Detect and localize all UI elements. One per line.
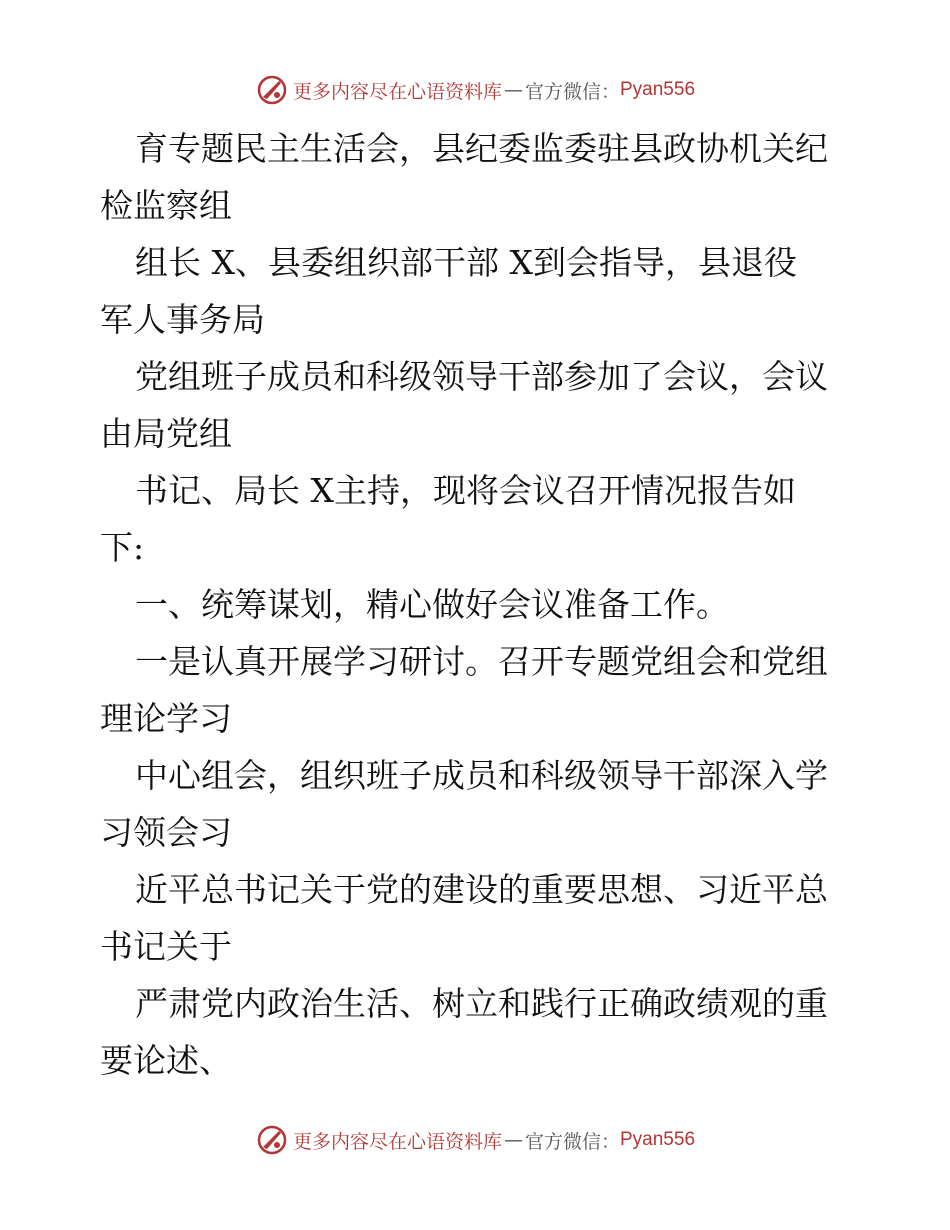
watermark-wechat-label: 官方微信：	[524, 80, 620, 103]
paragraph-line: 组长 X、县委组织部干部 X到会指导，县退役	[135, 243, 797, 282]
paragraph-line: 严肃党内政治生活、树立和践行正确政绩观的重	[135, 984, 828, 1023]
quill-logo-icon	[255, 1123, 289, 1157]
watermark-wechat-id: Pyan556	[620, 79, 696, 100]
document-body	[100, 120, 860, 1089]
paragraph-continuation: 下:	[100, 528, 145, 567]
paragraph-1	[100, 120, 860, 234]
paragraph-continuation: 军人事务局	[100, 300, 265, 339]
paragraph-4	[100, 462, 860, 576]
paragraph-continuation: 习领会习	[100, 813, 232, 852]
paragraph-continuation: 要论述、	[100, 1041, 232, 1080]
watermark-wechat-label: 官方微信：	[524, 1130, 620, 1153]
footer-watermark	[0, 1120, 950, 1160]
paragraph-line: 育专题民主生活会，县纪委监委驻县政协机关纪	[135, 129, 828, 168]
paragraph-8	[100, 861, 860, 975]
section-heading-1	[100, 576, 860, 633]
paragraph-line: 一是认真开展学习研讨。召开专题党组会和党组	[135, 642, 828, 681]
paragraph-line: 党组班子成员和科级领导干部参加了会议，会议	[135, 357, 828, 396]
paragraph-continuation: 理论学习	[100, 699, 232, 738]
watermark-wechat-id: Pyan556	[620, 1129, 696, 1150]
paragraph-line: 近平总书记关于党的建设的重要思想、习近平总	[135, 870, 828, 909]
paragraph-7	[100, 747, 860, 861]
paragraph-9	[100, 975, 860, 1089]
paragraph-6	[100, 633, 860, 747]
watermark-separator: —	[503, 1129, 523, 1151]
watermark-separator: —	[503, 79, 523, 101]
quill-logo-icon	[255, 73, 289, 107]
heading-text: 一、统筹谋划，精心做好会议准备工作。	[135, 585, 729, 624]
watermark-site: 更多内容尽在心语资料库	[292, 1130, 502, 1153]
paragraph-continuation: 书记关于	[100, 927, 232, 966]
paragraph-continuation: 由局党组	[100, 414, 232, 453]
header-watermark	[0, 70, 950, 110]
watermark-site: 更多内容尽在心语资料库	[292, 80, 502, 103]
paragraph-continuation: 检监察组	[100, 186, 232, 225]
paragraph-2	[100, 234, 860, 348]
paragraph-line: 书记、局长 X主持，现将会议召开情况报告如	[135, 471, 796, 510]
paragraph-line: 中心组会，组织班子成员和科级领导干部深入学	[135, 756, 828, 795]
paragraph-3	[100, 348, 860, 462]
